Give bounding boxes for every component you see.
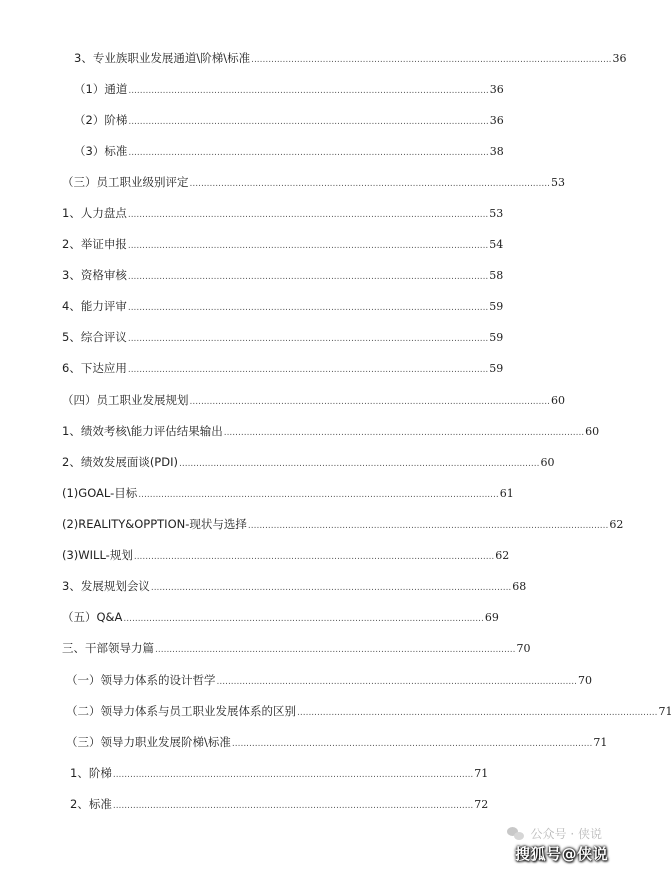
toc-entry — [62, 329, 504, 347]
toc-leader-dots: .............................................................................................................................. — [127, 210, 489, 220]
toc-entry-page: 71 — [474, 767, 489, 780]
toc-entry-page: 72 — [474, 798, 489, 811]
toc-entry-page: 60 — [540, 456, 555, 469]
toc-entry — [74, 143, 504, 161]
toc-entry-label: 5、综合评议 — [62, 330, 127, 344]
toc-entry-label: 3、资格审核 — [62, 268, 127, 282]
toc-leader-dots: .............................................................................................................................. — [127, 303, 489, 313]
toc-entry-label: 6、下达应用 — [62, 361, 127, 375]
toc-leader-dots: .............................................................................................................................. — [189, 397, 550, 407]
toc-entry-page: 59 — [489, 331, 504, 344]
toc-leader-dots: .............................................................................................................................. — [128, 148, 489, 158]
toc-entry — [62, 609, 499, 627]
toc-entry-page: 60 — [585, 425, 600, 438]
toc-entry-page: 59 — [489, 300, 504, 313]
toc-entry — [66, 703, 672, 721]
toc-entry-label: 4、能力评审 — [62, 299, 127, 313]
toc-entry — [62, 423, 600, 441]
toc-entry — [62, 640, 531, 658]
toc-entry-label: 1、人力盘点 — [62, 206, 127, 220]
toc-entry — [70, 765, 489, 783]
toc-entry-label: 3、发展规划会议 — [62, 579, 150, 593]
toc-entry-label: 3、专业族职业发展通道\阶梯\标准 — [74, 51, 251, 65]
toc-entry-label: （一）领导力体系的设计哲学 — [66, 673, 216, 687]
toc-entry-page: 36 — [612, 52, 627, 65]
toc-entry-label: （3）标准 — [74, 144, 128, 158]
toc-entry-page: 69 — [484, 611, 499, 624]
toc-entry-label: （1）通道 — [74, 82, 128, 96]
wechat-watermark — [507, 825, 602, 842]
toc-entry-label: 2、绩效发展面谈(PDI) — [62, 455, 178, 469]
toc-entry-page: 36 — [489, 83, 504, 96]
toc-leader-dots: .............................................................................................................................. — [155, 645, 516, 655]
sohu-watermark — [515, 843, 608, 864]
toc-leader-dots: .............................................................................................................................. — [223, 428, 585, 438]
toc-leader-dots: .............................................................................................................................. — [138, 490, 499, 500]
toc-entry-label: （三）领导力职业发展阶梯\标准 — [66, 735, 231, 749]
toc-leader-dots: .............................................................................................................................. — [231, 739, 593, 749]
toc-leader-dots: .............................................................................................................................. — [297, 708, 658, 718]
toc-entry-label: 1、阶梯 — [70, 766, 112, 780]
wechat-watermark-text: 公众号 · 侠说 — [530, 827, 602, 841]
sohu-watermark-text: 搜狐号@侠说 — [514, 845, 608, 863]
toc-entry-page: 58 — [489, 269, 504, 282]
toc-entry-page: 70 — [516, 642, 531, 655]
toc-leader-dots: .............................................................................................................................. — [128, 117, 489, 127]
toc-entry-page: 62 — [609, 518, 624, 531]
toc-leader-dots: .............................................................................................................................. — [127, 272, 489, 282]
toc-entry — [62, 360, 504, 378]
toc-leader-dots: .............................................................................................................................. — [123, 614, 484, 624]
toc-entry-label: （二）领导力体系与员工职业发展体系的区别 — [66, 704, 296, 718]
toc-entry — [62, 547, 510, 565]
toc-entry-label: (2)REALITY&OPPTION-现状与选择 — [62, 517, 247, 531]
toc-entry — [70, 796, 489, 814]
toc-entry-label: 2、标准 — [70, 797, 112, 811]
toc-entry — [62, 516, 624, 534]
toc-leader-dots: .............................................................................................................................. — [189, 179, 550, 189]
toc-entry-page: 53 — [550, 176, 565, 189]
toc-entry — [66, 734, 608, 752]
toc-entry-label: （五）Q&A — [62, 610, 123, 624]
toc-entry-label: （2）阶梯 — [74, 113, 128, 127]
toc-entry-page: 36 — [489, 114, 504, 127]
toc-leader-dots: .............................................................................................................................. — [127, 365, 489, 375]
toc-entry-page: 60 — [550, 394, 565, 407]
toc-entry-page: 70 — [577, 674, 592, 687]
toc-entry — [62, 392, 565, 410]
toc-entry — [74, 112, 504, 130]
toc-entry-page: 59 — [489, 362, 504, 375]
toc-leader-dots: .............................................................................................................................. — [150, 583, 512, 593]
toc-leader-dots: .............................................................................................................................. — [133, 552, 495, 562]
toc-entry — [62, 578, 527, 596]
toc-entry-page: 71 — [658, 705, 672, 718]
toc-leader-dots: .............................................................................................................................. — [112, 801, 474, 811]
toc-leader-dots: .............................................................................................................................. — [216, 677, 577, 687]
toc-entry-page: 71 — [593, 736, 608, 749]
toc-entry — [62, 174, 565, 192]
toc-entry-label: (3)WILL-规划 — [62, 548, 133, 562]
wechat-icon — [507, 827, 525, 841]
toc-leader-dots: .............................................................................................................................. — [128, 86, 489, 96]
toc-entry — [62, 485, 514, 503]
toc-entry-label: 2、举证申报 — [62, 237, 127, 251]
toc-leader-dots: .............................................................................................................................. — [178, 459, 540, 469]
toc-entry — [74, 81, 504, 99]
toc-entry-page: 38 — [489, 145, 504, 158]
toc-entry — [74, 50, 627, 68]
toc-entry — [62, 454, 555, 472]
toc-entry-page: 53 — [489, 207, 504, 220]
toc-entry — [62, 236, 504, 254]
toc-leader-dots: .............................................................................................................................. — [127, 334, 489, 344]
toc-entry — [66, 672, 592, 690]
toc-entry-label: （四）员工职业发展规划 — [62, 393, 189, 407]
toc-leader-dots: .............................................................................................................................. — [112, 770, 474, 780]
toc-entry-label: （三）员工职业级别评定 — [62, 175, 189, 189]
toc-entry-page: 68 — [512, 580, 527, 593]
toc-leader-dots: .............................................................................................................................. — [251, 55, 612, 65]
toc-leader-dots: .............................................................................................................................. — [247, 521, 609, 531]
toc-entry-label: 三、干部领导力篇 — [62, 641, 154, 655]
toc-entry-page: 61 — [499, 487, 514, 500]
toc-entry — [62, 205, 504, 223]
toc-entry-page: 54 — [489, 238, 504, 251]
toc-leader-dots: .............................................................................................................................. — [127, 241, 489, 251]
toc-entry — [62, 298, 504, 316]
toc-entry-page: 62 — [495, 549, 510, 562]
toc-entry — [62, 267, 504, 285]
toc-entry-label: (1)GOAL-目标 — [62, 486, 138, 500]
toc-entry-label: 1、绩效考核\能力评估结果输出 — [62, 424, 223, 438]
